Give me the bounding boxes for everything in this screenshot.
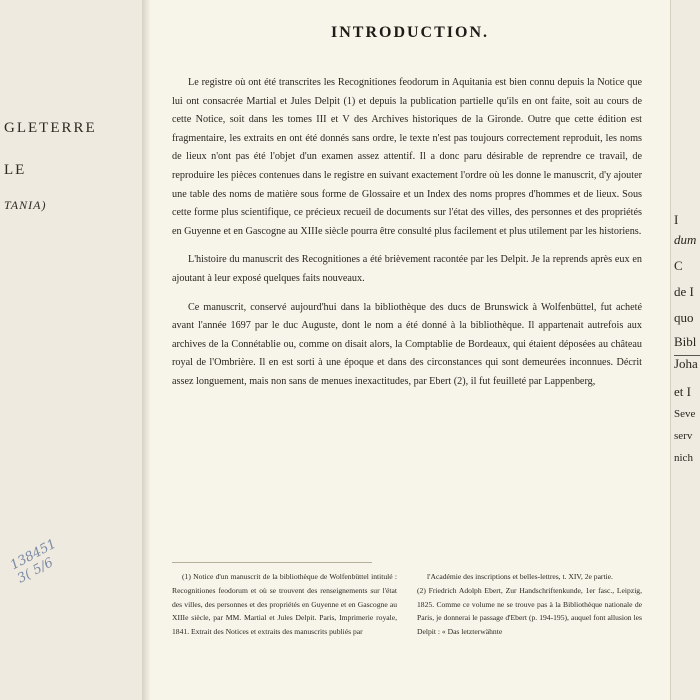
footnotes — [172, 570, 642, 690]
right-fragment-line: C — [674, 258, 683, 273]
page-gutter — [142, 0, 150, 700]
right-fragment-line: quo — [674, 310, 694, 325]
handwritten-shelfmark: 138451 3( 5/6 — [8, 536, 59, 587]
left-fragment-line: LE — [4, 162, 27, 178]
page-title: INTRODUCTION. — [330, 24, 489, 41]
body-text — [172, 74, 642, 402]
right-fragment-line: Bibl — [674, 334, 697, 349]
right-fragment-rule — [674, 355, 700, 356]
right-fragment-line: dum — [674, 232, 697, 247]
right-fragment-line: de I — [674, 284, 694, 299]
right-fragment-line: I — [674, 212, 679, 227]
right-fragment-line: serv — [674, 430, 693, 442]
footnote-text: (1) Notice d'un manuscrit de la bibliothèque de Wolfenbüttel intitulé : Recognitiones feodorum et où se trouvent des renseignements sur l'état des villes, des personnes et des propriétés en Guyenne et en Gascogne au XIIIe siècle, par MM. Martial et Jules Delpit. Paris, Imprimerie royale, 1841. Extrait des Notices et extraits des manuscrits publiés par — [172, 572, 397, 637]
footnote-column-left — [172, 570, 397, 690]
right-fragment-line: nich — [674, 452, 693, 464]
right-page-fragment — [670, 0, 700, 700]
left-fragment-line: TANIA) — [4, 198, 47, 212]
main-page — [150, 0, 670, 700]
right-fragment-line: et I — [674, 384, 691, 399]
footnote-text: l'Académie des inscriptions et belles-lettres, t. XIV, 2e partie. (2) Friedrich Adolph Ebert, Zur Handschriftenkunde, 1er fasc., Leipzig, 1825. Comme ce volume ne se trouve pas à la Bibliothèque nationale de Paris, je donnerai le passage d'Ebert (p. 194-195), auquel font allusion les Delpit : « Das letzterwähnte — [417, 572, 642, 637]
right-fragment-line: Seve — [674, 408, 696, 420]
footnote-divider — [172, 562, 372, 563]
paragraph: Ce manuscrit, conservé aujourd'hui dans la bibliothèque des ducs de Brunswick à Wolfenbüttel, fut acheté avant l'année 1697 par le duc Auguste, dont le nom a été donné à la bibliothèque. Il appartenait autrefois aux archives de la Connétablie ou, comme on disait alors, la Comptablie de Bordeaux, qui étaient déposées au château royal de l'Ombrière. Il en est sorti à une époque et dans des circonstances qui sont demeurées inconnues. Décrit assez longuement, mais non sans de menues inexactitudes, par Ebert (2), il fut feuilleté par Lappenberg, — [172, 301, 642, 387]
left-fragment-line: GLETERRE — [4, 120, 97, 136]
paragraph: L'histoire du manuscrit des Recognitiones a été brièvement racontée par les Delpit. Je la reprends après eux en ajoutant à leur exposé quelques faits nouveaux. — [172, 254, 642, 284]
right-fragment-line: Joha — [674, 356, 698, 371]
left-page-fragment — [0, 0, 142, 700]
footnote-column-right — [417, 570, 642, 690]
paragraph: Le registre où ont été transcrites les Recognitiones feodorum in Aquitania est bien connu depuis la Notice que lui ont consacrée Martial et Jules Delpit (1) et depuis la publication partielle qu'ils en ont faite, soit au cours de cette Notice, soit dans les tomes III et V des Archives historiques de la Gironde. Outre que cette édition est fragmentaire, les extraits en ont été donnés sans ordre, le texte n'est pas toujours correctement reproduit, les noms de lieux n'ont pas été l'objet d'un examen assez attentif. Il a donc paru désirable de reprendre ce travail, de reproduire les pièces contenues dans le registre en suivant exactement l'ordre où les donne le manuscrit, d'y ajouter une table des noms de matière sous forme de Glossaire et un Index des noms propres d'hommes et de lieux. Sous cette forme plus scientifique, ce précieux recueil de documents sur l'état des villes, des personnes et des propriétés en Guyenne et en Gascogne au XIIIe siècle pourra être consulté plus facilement et plus utilement par les historiens. — [172, 77, 642, 237]
